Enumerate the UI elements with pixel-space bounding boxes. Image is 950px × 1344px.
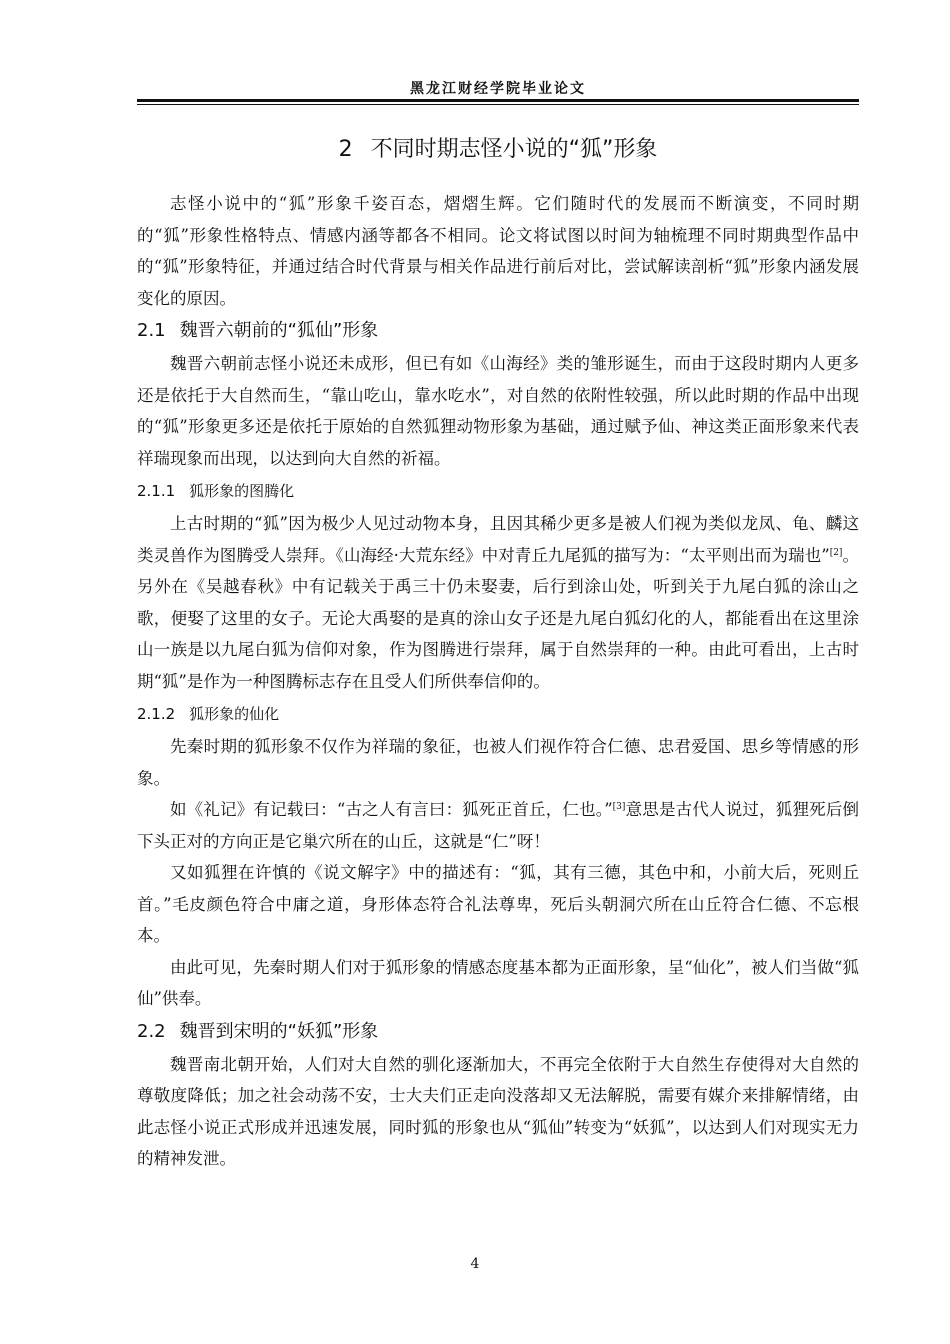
chapter-number: 2 bbox=[338, 137, 353, 162]
paragraph-text: 意思是古代人说过，狐狸死后倒下头正对的方向正是它巢穴所在的山丘，这就是“仁”呀！ bbox=[137, 800, 860, 851]
section-2-2-paragraph: 魏晋南北朝开始，人们对大自然的驯化逐渐加大，不再完全依附于大自然生存使得对大自然的尊敬度降低；加之社会动荡不安，士大夫们正走向没落却又无法解脱，需要有媒介来排解情绪，由此志怪小说正式形成并迅速发展，同时狐的形象也从“狐仙”转变为“妖狐”，以达到人们对现实无力的精神发泄。 bbox=[137, 1054, 859, 1168]
header-rule bbox=[137, 99, 859, 102]
citation-marker: [2] bbox=[829, 547, 843, 558]
chapter-title-text: 不同时期志怪小说的“狐”形象 bbox=[370, 137, 658, 162]
citation-marker: [3] bbox=[612, 802, 626, 812]
section-2-1-2-paragraph-3: 又如狐狸在许慎的《说文解字》中的描述有：“狐，其有三德，其色中和，小前大后，死则丘首。”毛皮颜色符合中庸之道，身形体态符合礼法尊卑，死后头朝洞穴所在山丘符合仁德、不忘根本。 bbox=[137, 863, 859, 945]
subsection-number: 2.1.2 bbox=[137, 705, 176, 723]
subsection-heading-2-1-2 bbox=[137, 697, 859, 731]
header-rule-thin bbox=[137, 104, 859, 105]
running-header: 黑龙江财经学院毕业论文 bbox=[410, 81, 586, 97]
section-title: 魏晋到宋明的“妖狐”形象 bbox=[179, 1020, 379, 1042]
subsection-number: 2.1.1 bbox=[137, 482, 176, 500]
section-heading-2-1 bbox=[137, 314, 859, 348]
chapter-title bbox=[137, 128, 859, 172]
subsection-title: 狐形象的仙化 bbox=[189, 705, 280, 723]
section-number: 2.1 bbox=[137, 320, 166, 341]
subsection-title: 狐形象的图腾化 bbox=[189, 482, 295, 500]
section-2-1-paragraph: 魏晋六朝前志怪小说还未成形，但已有如《山海经》类的雏形诞生，而由于这段时期内人更多还是依托于大自然而生，“靠山吃山，靠水吃水”，对自然的依附性较强，所以此时期的作品中出现的“狐”形象更多还是依托于原始的自然狐狸动物形象为基础，通过赋予仙、神这类正面形象来代表祥瑞现象而出现，以达到向大自然的祈福。 bbox=[137, 354, 859, 468]
page-number: 4 bbox=[470, 1256, 480, 1272]
page-content bbox=[137, 128, 859, 1175]
paragraph-text: 如《礼记》有记载曰：“古之人有言曰：狐死正首丘，仁也。” bbox=[170, 800, 613, 819]
section-title: 魏晋六朝前的“狐仙”形象 bbox=[179, 320, 379, 341]
section-2-1-2-paragraph-1: 先秦时期的狐形象不仅作为祥瑞的象征，也被人们视作符合仁德、忠君爱国、思乡等情感的形象。 bbox=[137, 737, 859, 788]
section-2-1-2-paragraph-4: 由此可见，先秦时期人们对于狐形象的情感态度基本都为正面形象，呈“仙化”，被人们当做“狐仙”供奉。 bbox=[137, 957, 859, 1008]
chapter-intro-paragraph: 志怪小说中的“狐”形象千姿百态，熠熠生辉。它们随时代的发展而不断演变，不同时期的“狐”形象性格特点、情感内涵等都各不相同。论文将试图以时间为轴梳理不同时期典型作品中的“狐”形象特征，并通过结合时代背景与相关作品进行前后对比，尝试解读剖析“狐”形象内涵发展变化的原因。 bbox=[137, 194, 859, 308]
section-2-1-2-paragraph-2 bbox=[137, 794, 859, 857]
paragraph-text: 上古时期的“狐”因为极少人见过动物本身，且因其稀少更多是被人们视为类似龙凤、龟、麟这类灵兽作为图腾受人崇拜。《山海经·大荒东经》中对青丘九尾狐的描写为：“太平则出而为瑞也” bbox=[137, 514, 859, 565]
paragraph-text: 。另外在《吴越春秋》中有记载关于禹三十仍未娶妻，后行到涂山处，听到关于九尾白狐的涂山之歌，便娶了这里的女子。无论大禹娶的是真的涂山女子还是九尾白狐幻化的人，都能看出在这里涂山一族是以九尾白狐为信仰对象，作为图腾进行崇拜，属于自然崇拜的一种。由此可看出，上古时期“狐”是作为一种图腾标志存在且受人们所供奉信仰的。 bbox=[137, 545, 859, 691]
section-number: 2.2 bbox=[137, 1020, 166, 1042]
section-2-1-1-paragraph bbox=[137, 508, 859, 697]
section-heading-2-2 bbox=[137, 1015, 859, 1049]
subsection-heading-2-1-1 bbox=[137, 474, 859, 508]
